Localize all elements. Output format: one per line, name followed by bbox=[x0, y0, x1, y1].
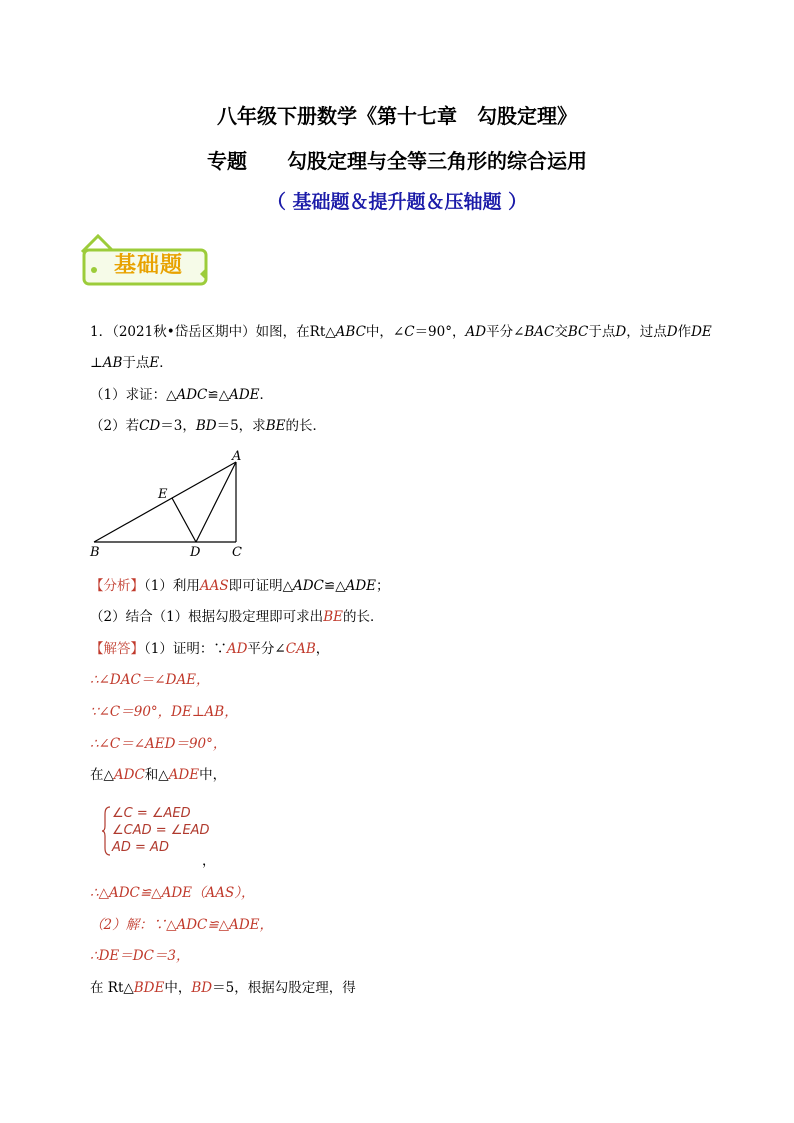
label-a: A bbox=[232, 449, 242, 464]
solution-line-8: ∴DE＝DC＝3， bbox=[90, 948, 190, 964]
segment-ba bbox=[94, 462, 236, 542]
level-badge-label: 基础题 bbox=[114, 253, 184, 278]
title-line-3: （ 基础题＆提升题＆压轴题 ） bbox=[266, 191, 528, 213]
analysis-line-2: （2）结合（1）根据勾股定理即可求出BE的长． bbox=[90, 609, 384, 625]
equation-3: AD = AD bbox=[112, 840, 169, 855]
label-e: E bbox=[158, 487, 168, 502]
solution-line-4: ∴∠C＝∠AED＝90°， bbox=[90, 736, 227, 752]
question-2: （2）若CD＝3，BD＝5，求BE的长． bbox=[90, 418, 326, 434]
equation-2: ∠CAD = ∠EAD bbox=[112, 823, 210, 838]
label-d: D bbox=[190, 545, 201, 560]
solution-line-1: 【解答】（1）证明：∵AD平分∠CAB， bbox=[90, 641, 330, 657]
problem-stem-line-1: 1．（2021秋•岱岳区期中）如图，在Rt△ABC中，∠C＝90°，AD平分∠BAC交BC于点D，过点D作DE bbox=[90, 324, 712, 340]
title-line-1: 八年级下册数学《第十七章 勾股定理》 bbox=[217, 104, 577, 128]
solution-line-7: （2）解：∵△ADC≌△ADE， bbox=[90, 917, 273, 933]
solution-line-6: ∴△ADC≌△ADE（AAS）， bbox=[90, 885, 255, 901]
solution-line-3: ∵∠C＝90°，DE⊥AB， bbox=[90, 704, 238, 720]
equation-system-comma: ， bbox=[202, 853, 216, 869]
problem-stem-line-2: ⊥AB于点E． bbox=[90, 355, 173, 371]
solution-line-9: 在 Rt△BDE中，BD＝5，根据勾股定理，得 bbox=[90, 980, 356, 996]
analysis-line-1: 【分析】（1）利用AAS即可证明△ADC≌△ADE； bbox=[90, 578, 390, 594]
label-c: C bbox=[232, 545, 242, 560]
solution-line-2: ∴∠DAC＝∠DAE， bbox=[90, 672, 210, 688]
segment-da bbox=[196, 462, 236, 542]
label-b: B bbox=[90, 545, 100, 560]
equation-1: ∠C = ∠AED bbox=[112, 806, 191, 821]
left-brace-icon bbox=[102, 806, 112, 856]
triangle-figure bbox=[84, 446, 264, 568]
question-1: （1）求证：△ADC≌△ADE． bbox=[90, 387, 274, 403]
equation-system bbox=[112, 805, 210, 856]
solution-line-5: 在△ADC和△ADE中， bbox=[90, 767, 227, 783]
segment-de bbox=[172, 498, 196, 542]
title-line-2: 专题 勾股定理与全等三角形的综合运用 bbox=[207, 149, 587, 173]
